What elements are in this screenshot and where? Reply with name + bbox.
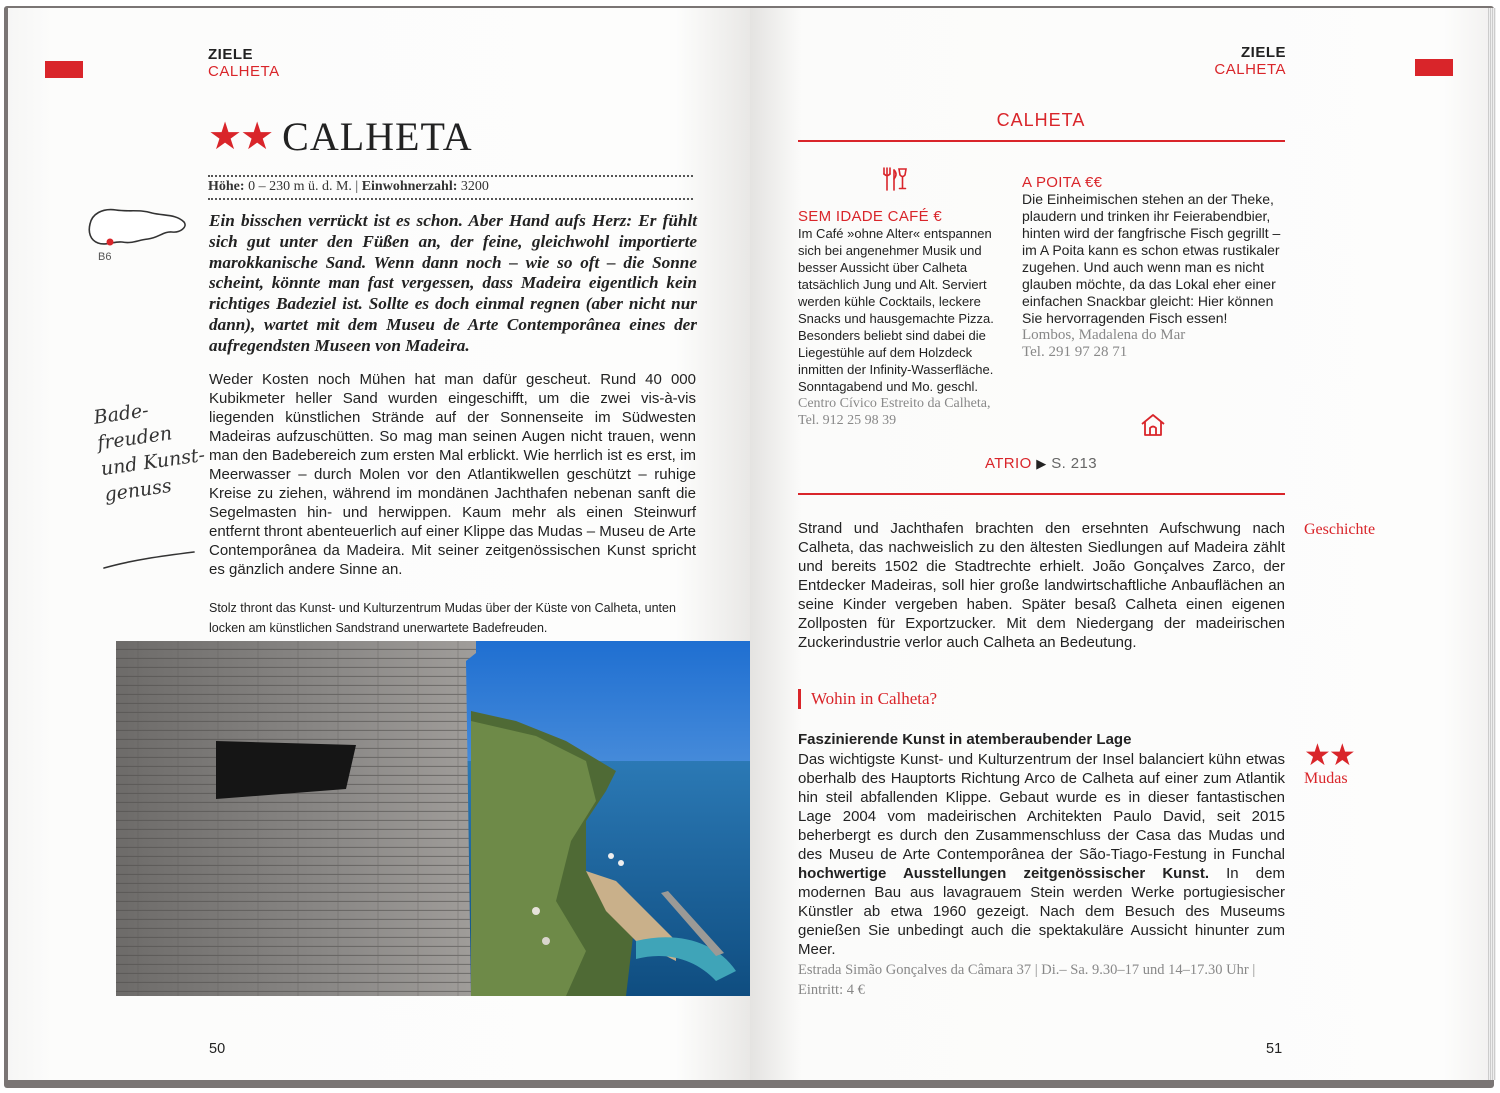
info-box-top-rule: [798, 140, 1285, 142]
hotel-reference: [798, 455, 1284, 472]
right-page: [750, 8, 1488, 1080]
hotel-icon: [1139, 412, 1167, 438]
restaurant-icon: [880, 166, 908, 192]
running-head: [1190, 44, 1286, 78]
info-box-title: CALHETA: [996, 110, 1086, 130]
height-label: Höhe:: [208, 179, 245, 194]
running-head: [208, 46, 280, 80]
venue-name: A POITA €€: [1022, 174, 1103, 191]
map-grid-label: B6: [98, 251, 112, 263]
page-number-right: 51: [1266, 1041, 1283, 1057]
article-margin-label: Mudas: [1304, 770, 1348, 787]
title-text: CALHETA: [282, 114, 473, 159]
article-body: [798, 750, 1285, 959]
photo-caption: Stolz thront das Kunst- und Kulturzentrum Mudas über der Küste von Calheta, unten locken am künstlichen Sandstrand unerwartete Badefreuden.: [209, 601, 676, 635]
article-body-bold: hochwertige Ausstellungen zeitgenössischer Kunst.: [798, 865, 1209, 882]
venue-description: Die Einheimischen stehen an der Theke, plaudern und trinken ihr Feierabendbier, hinten wird der fangfrische Fisch gegrillt – im A Poita kann es schon etwas rustikaler zugehen. Und auch wenn man es nicht glauben möchte, da das Lokal eher einer einfachen Snackbar gleicht: Hier können Sie hervorragenden Fisch essen!: [1022, 191, 1281, 326]
venue-description: Im Café »ohne Alter« entspannen sich bei angenehmer Musik und besser Aussicht über Calheta tatsächlich Jung und Alt. Serviert werden kühle Cocktails, leckere Snacks und hausgemachte Pizza. Besonders beliebt sind dabei die Liegestühle auf dem Holzdeck inmitten der Infinity-Wasserfläche. Sonntagabend und Mo. geschl.: [798, 226, 994, 394]
venue-address: Centro Cívico Estreito da Calheta,: [798, 396, 991, 411]
rating-stars-icon: ★★: [1304, 739, 1354, 772]
section-subhead: Wohin in Calheta?: [798, 689, 937, 709]
venue-sem-idade: [798, 208, 1008, 429]
height-value: 0 – 230 m ü. d. M. |: [248, 179, 359, 194]
running-head-section: ZIELE: [208, 46, 254, 63]
fact-bar: [208, 175, 693, 200]
running-head-place: CALHETA: [1214, 61, 1286, 78]
chapter-tab-marker: [1415, 59, 1453, 76]
handwritten-underline: [102, 548, 198, 572]
venue-address: Lombos, Madalena do Mar: [1022, 327, 1186, 343]
madeira-map-icon: [84, 200, 190, 256]
rating-stars-icon: ★★: [208, 116, 273, 158]
handwritten-margin-note: Bade-freuden und Kunst-genuss: [92, 399, 207, 507]
article-body-part-2: In dem modernen Bau aus lavagrauem Stein werden Werke portugiesischer Künstler ab etwa 1960 gezeigt. Nach dem Besuch des Museums genießen Sie unbedingt auch die spektakuläre Aussicht hinunter zum Meer.: [798, 865, 1285, 958]
venue-name: SEM IDADE CAFÉ €: [798, 208, 942, 225]
intro-body-text: Weder Kosten noch Mühen hat man dafür gescheut. Rund 40 000 Kubikmeter heller Sand wurden eingeschifft, um die zwei vis-à-vis liegenden künstlichen Strände auf der Sonnenseite im Südwesten Madeiras aufzuschütten. So mag man seinen Augen nicht trauen, wenn man den Badebereich zum ersten Mal erblickt. Wie herrlich ist es erst, im Meerwasser – durch Molen vor den Atlantikwellen geschützt – ruhige Kreise zu ziehen, während im mondänen Jachthafen nebenan sanft die Segelmasten hin- und herwippen. Kaum mehr als einen Steinwurf entfernt thront abenteuerlich auf einer Klippe das Mudas – Museu de Arte Contemporânea da Madeira. Mit seiner zeitgenössischen Kunst spricht es gänzlich andere Sinne an.: [209, 371, 696, 578]
page-title: [208, 113, 473, 160]
article-headline: Faszinierende Kunst in atemberaubender Lage: [798, 731, 1132, 748]
history-margin-label: Geschichte: [1304, 521, 1376, 538]
arrow-right-icon: ▶: [1036, 456, 1047, 471]
population-value: 3200: [460, 179, 489, 194]
population-label: Einwohnerzahl:: [361, 179, 458, 194]
page-number-left: 50: [209, 1041, 226, 1057]
venue-a-poita: [1022, 174, 1286, 361]
lead-paragraph: Ein bisschen verrückt ist es schon. Aber Hand aufs Herz: Er fühlt sich gut unter den Füßen an, der feine, gleichwohl importierte marokkanische Sand. Wenn dann noch – wie so oft – die Sonne scheint, könnte man fast vergessen, dass Madeira eigentlich kein richtiges Badeziel ist. Sollte es doch einmal regnen (aber nicht nur dann), wartet mit dem Museu de Arte Contemporânea eines der aufregendsten Museen von Madeira.: [209, 211, 697, 355]
chapter-tab-marker: [45, 61, 83, 78]
photo-museum-coast: [116, 641, 750, 996]
info-box-bottom-rule: [798, 493, 1285, 495]
running-head-place: CALHETA: [208, 63, 280, 80]
left-page: [8, 8, 750, 1080]
article-body-part-1: Das wichtigste Kunst- und Kulturzentrum der Insel balanciert kühn etwas oberhalb des Hauptorts Richtung Arco de Calheta auf einer zum Atlantik hin steil abfallenden Klippe. Gebaut wurde es in dieser fantastischen Lage 2004 vom madeirischen Architekten Paulo David, seit 2015 beherbergt es durch den Zusammenschluss der Casa das Mudas und des Museu de Arte Contemporânea der São-Tiago-Festung in Funchal: [798, 751, 1285, 863]
venue-phone: Tel. 291 97 28 71: [1022, 344, 1128, 360]
hotel-name: ATRIO: [984, 455, 1032, 472]
article-address: Estrada Simão Gonçalves da Câmara 37 | Di.– Sa. 9.30–17 und 14–17.30 Uhr | Eintritt: 4 €: [798, 962, 1256, 998]
history-text: Strand und Jachthafen brachten den ersehnten Aufschwung nach Calheta, das nachweislich zu den ältesten Siedlungen auf Madeira zählt und bereits 1502 die Stadtrechte erhielt. João Gonçalves Zarco, der Entdecker Madeiras, soll hier große landwirtschaftliche Anbauflächen an seine Kinder vergeben haben. Später besaß Calheta einen eigenen Zollposten für Exportzucker. Mit dem Niedergang der madeirischen Zuckerindustrie verlor auch Calheta an Bedeutung.: [798, 520, 1285, 651]
page-reference: S. 213: [1051, 455, 1098, 472]
running-head-section: ZIELE: [1240, 44, 1286, 61]
venue-phone: Tel. 912 25 98 39: [798, 413, 897, 428]
